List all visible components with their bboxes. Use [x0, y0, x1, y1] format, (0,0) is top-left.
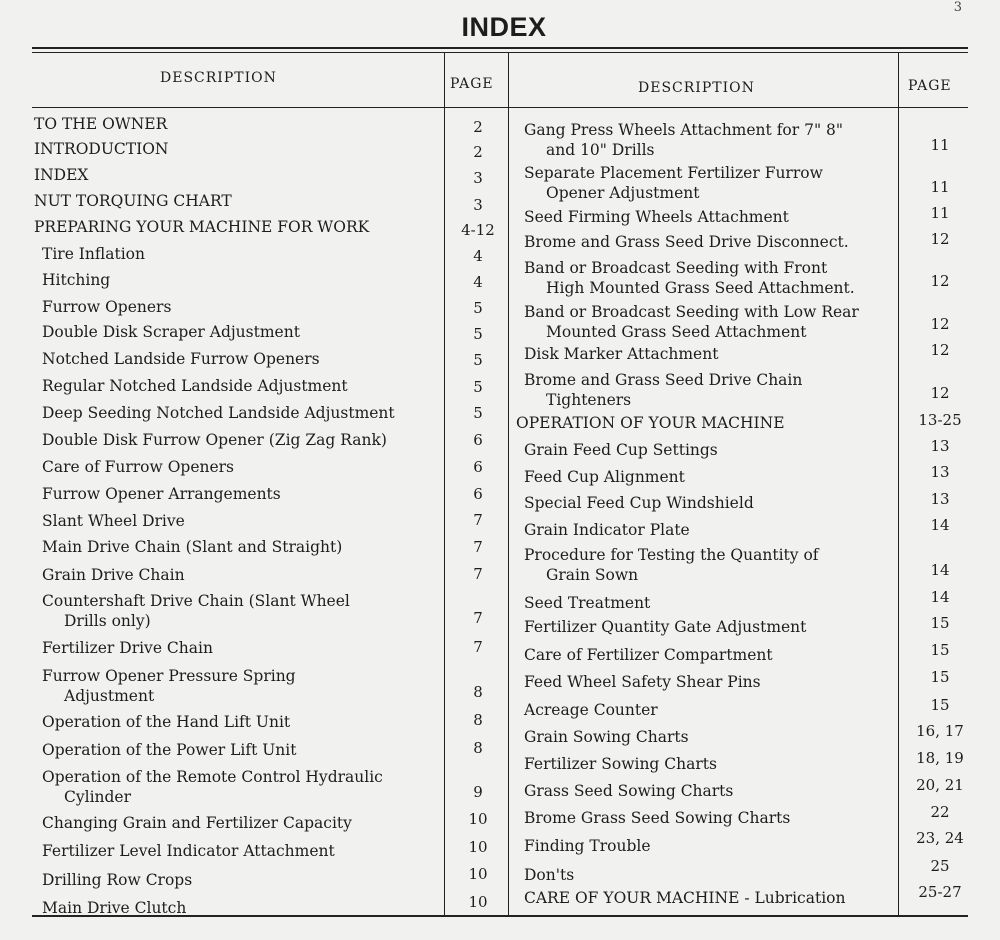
entry-title: NUT TORQUING CHART — [34, 192, 232, 210]
entry-title: Countershaft Drive Chain (Slant Wheel — [42, 592, 350, 610]
entry-title: Main Drive Chain (Slant and Straight) — [42, 538, 343, 556]
entry-title: Grain Drive Chain — [42, 566, 185, 584]
left-entry — [42, 666, 440, 706]
entry-title-continued: Mounted Grass Seed Attachment — [546, 323, 807, 341]
right-entry — [524, 120, 912, 160]
left-page-ref: 5 — [473, 299, 483, 317]
left-page-ref: 5 — [473, 378, 483, 396]
right-page-ref: 14 — [930, 588, 950, 606]
right-page-ref: 13-25 — [918, 411, 962, 429]
left-entry — [42, 591, 440, 631]
right-page-ref: 22 — [930, 803, 950, 821]
entry-title: Finding Trouble — [524, 837, 651, 855]
right-entry — [524, 727, 912, 747]
left-entry — [42, 403, 440, 423]
entry-title: Grain Feed Cup Settings — [524, 441, 718, 459]
entry-title: Drilling Row Crops — [42, 871, 193, 889]
entry-title: Seed Treatment — [524, 594, 651, 612]
right-page-ref: 15 — [930, 668, 950, 686]
left-entry — [42, 740, 440, 760]
right-entry — [524, 808, 912, 828]
right-entry — [516, 413, 912, 433]
right-entry — [524, 467, 912, 487]
top-rule-thin — [32, 52, 968, 53]
entry-title-continued: and 10" Drills — [546, 141, 655, 159]
left-entry — [42, 484, 440, 504]
top-rule — [32, 47, 968, 49]
left-entry — [42, 841, 440, 861]
entry-title-continued: Adjustment — [64, 687, 155, 705]
left-entry — [42, 322, 440, 342]
left-page-ref: 7 — [473, 638, 483, 656]
left-page-ref: 8 — [473, 739, 483, 757]
entry-title: Fertilizer Quantity Gate Adjustment — [524, 618, 807, 636]
entry-title: Feed Cup Alignment — [524, 468, 685, 486]
left-page-ref: 3 — [473, 169, 483, 187]
entry-title: Disk Marker Attachment — [524, 345, 719, 363]
entry-title: Furrow Openers — [42, 298, 172, 316]
right-entry — [524, 888, 912, 908]
entry-title: Deep Seeding Notched Landside Adjustment — [42, 404, 395, 422]
right-page-ref: 25 — [930, 857, 950, 875]
right-entry — [524, 302, 912, 342]
right-entry — [524, 593, 912, 613]
right-entry — [524, 836, 912, 856]
right-page-ref: 12 — [930, 230, 950, 248]
entry-title: Fertilizer Drive Chain — [42, 639, 213, 657]
entry-title-continued: Opener Adjustment — [546, 184, 700, 202]
entry-title: Grass Seed Sowing Charts — [524, 782, 734, 800]
entry-title: INTRODUCTION — [34, 140, 169, 158]
entry-title-continued: High Mounted Grass Seed Attachment. — [546, 279, 855, 297]
left-page-ref: 10 — [468, 810, 488, 828]
left-entry — [42, 270, 440, 290]
left-page-ref: 5 — [473, 351, 483, 369]
left-page-ref: 6 — [473, 485, 483, 503]
left-page-ref: 8 — [473, 683, 483, 701]
right-entry — [524, 700, 912, 720]
left-entry — [42, 349, 440, 369]
entry-title: OPERATION OF YOUR MACHINE — [516, 414, 785, 432]
entry-title: CARE OF YOUR MACHINE - Lubrication — [524, 889, 846, 907]
header-page-right: PAGE — [908, 78, 952, 94]
left-entry — [34, 217, 440, 237]
entry-title: Don'ts — [524, 866, 575, 884]
right-entry — [524, 493, 912, 513]
left-page-ref: 2 — [473, 143, 483, 161]
left-entry — [42, 511, 440, 531]
left-page-ref: 5 — [473, 404, 483, 422]
entry-title: Fertilizer Sowing Charts — [524, 755, 717, 773]
right-entry — [524, 163, 912, 203]
entry-title: Grain Indicator Plate — [524, 521, 690, 539]
left-entry — [42, 712, 440, 732]
right-entry — [524, 232, 912, 252]
left-page-ref: 4 — [473, 247, 483, 265]
entry-title: INDEX — [34, 166, 89, 184]
right-page-ref: 12 — [930, 384, 950, 402]
header-page-left: PAGE — [450, 76, 494, 92]
left-entry — [34, 165, 440, 185]
entry-title: Operation of the Remote Control Hydraulic — [42, 768, 383, 786]
left-page-ref: 4 — [473, 273, 483, 291]
entry-title: Care of Fertilizer Compartment — [524, 646, 773, 664]
right-page-ref: 15 — [930, 614, 950, 632]
entry-title: Brome and Grass Seed Drive Chain — [524, 371, 803, 389]
left-entry — [34, 191, 440, 211]
entry-title: Procedure for Testing the Quantity of — [524, 546, 819, 564]
column-divider-center — [508, 53, 509, 915]
right-entry — [524, 520, 912, 540]
entry-title: Double Disk Scraper Adjustment — [42, 323, 300, 341]
entry-title: Operation of the Hand Lift Unit — [42, 713, 291, 731]
right-entry — [524, 440, 912, 460]
left-page-ref: 7 — [473, 538, 483, 556]
right-page-ref: 18, 19 — [916, 749, 964, 767]
entry-title: Main Drive Clutch — [42, 899, 187, 917]
left-entry — [42, 457, 440, 477]
left-page-ref: 7 — [473, 511, 483, 529]
entry-title-continued: Tighteners — [546, 391, 632, 409]
entry-title: Separate Placement Fertilizer Furrow — [524, 164, 823, 182]
page-number: 3 — [953, 0, 962, 15]
left-page-ref: 8 — [473, 711, 483, 729]
entry-title: PREPARING YOUR MACHINE FOR WORK — [34, 218, 370, 236]
right-page-ref: 11 — [930, 178, 950, 196]
right-entry — [524, 370, 912, 410]
left-entry — [42, 898, 440, 918]
left-page-ref: 3 — [473, 196, 483, 214]
left-page-ref: 9 — [473, 783, 483, 801]
entry-title: Special Feed Cup Windshield — [524, 494, 754, 512]
entry-title: Double Disk Furrow Opener (Zig Zag Rank) — [42, 431, 387, 449]
entry-title: Furrow Opener Pressure Spring — [42, 667, 296, 685]
header-description-left: DESCRIPTION — [160, 70, 277, 86]
left-page-ref: 7 — [473, 565, 483, 583]
right-entry — [524, 207, 912, 227]
left-entry — [42, 870, 440, 890]
right-page-ref: 11 — [930, 204, 950, 222]
right-page-ref: 25-27 — [918, 883, 962, 901]
entry-title: Fertilizer Level Indicator Attachment — [42, 842, 335, 860]
left-page-ref: 6 — [473, 458, 483, 476]
left-page-ref: 10 — [468, 865, 488, 883]
right-page-ref: 15 — [930, 696, 950, 714]
entry-title: Operation of the Power Lift Unit — [42, 741, 297, 759]
page-title: INDEX — [461, 12, 547, 42]
right-page-ref: 12 — [930, 272, 950, 290]
right-entry — [524, 754, 912, 774]
entry-title: Slant Wheel Drive — [42, 512, 185, 530]
left-entry — [42, 430, 440, 450]
entry-title: Tire Inflation — [42, 245, 145, 263]
entry-title-continued: Drills only) — [64, 612, 151, 630]
left-entry — [42, 297, 440, 317]
right-entry — [524, 645, 912, 665]
right-page-ref: 13 — [930, 490, 950, 508]
left-page-ref: 7 — [473, 609, 483, 627]
left-page-ref: 2 — [473, 118, 483, 136]
left-entry — [34, 139, 440, 159]
right-page-ref: 11 — [930, 136, 950, 154]
left-page-ref: 5 — [473, 325, 483, 343]
entry-title: Band or Broadcast Seeding with Low Rear — [524, 303, 859, 321]
right-entry — [524, 617, 912, 637]
entry-title: Gang Press Wheels Attachment for 7" 8" — [524, 121, 844, 139]
right-page-ref: 14 — [930, 516, 950, 534]
right-entry — [524, 545, 912, 585]
entry-title: TO THE OWNER — [34, 115, 168, 133]
entry-title: Grain Sowing Charts — [524, 728, 689, 746]
entry-title: Brome Grass Seed Sowing Charts — [524, 809, 791, 827]
right-page-ref: 16, 17 — [916, 722, 964, 740]
entry-title: Band or Broadcast Seeding with Front — [524, 259, 828, 277]
left-entry — [42, 813, 440, 833]
header-description-right: DESCRIPTION — [638, 80, 755, 96]
entry-title-continued: Cylinder — [64, 788, 132, 806]
left-page-ref: 10 — [468, 893, 488, 911]
left-entry — [42, 244, 440, 264]
left-page-ref: 10 — [468, 838, 488, 856]
right-entry — [524, 781, 912, 801]
entry-title: Regular Notched Landside Adjustment — [42, 377, 348, 395]
entry-title: Hitching — [42, 271, 111, 289]
entry-title: Acreage Counter — [524, 701, 658, 719]
left-entry — [34, 114, 440, 134]
left-entry — [42, 376, 440, 396]
entry-title: Seed Firming Wheels Attachment — [524, 208, 789, 226]
left-page-ref: 4-12 — [461, 221, 495, 239]
column-divider-left-page — [444, 53, 445, 915]
right-page-ref: 13 — [930, 463, 950, 481]
right-entry — [524, 258, 912, 298]
left-entry — [42, 537, 440, 557]
left-page-ref: 6 — [473, 431, 483, 449]
entry-title: Changing Grain and Fertilizer Capacity — [42, 814, 352, 832]
right-entry — [524, 865, 912, 885]
entry-title: Care of Furrow Openers — [42, 458, 235, 476]
header-rule — [32, 107, 968, 108]
right-entry — [524, 672, 912, 692]
left-entry — [42, 565, 440, 585]
entry-title-continued: Grain Sown — [546, 566, 639, 584]
right-entry — [524, 344, 912, 364]
entry-title: Brome and Grass Seed Drive Disconnect. — [524, 233, 849, 251]
right-page-ref: 23, 24 — [916, 829, 964, 847]
right-page-ref: 12 — [930, 341, 950, 359]
entry-title: Notched Landside Furrow Openers — [42, 350, 320, 368]
right-page-ref: 20, 21 — [916, 776, 964, 794]
right-page-ref: 12 — [930, 315, 950, 333]
entry-title: Furrow Opener Arrangements — [42, 485, 281, 503]
entry-title: Feed Wheel Safety Shear Pins — [524, 673, 761, 691]
left-entry — [42, 638, 440, 658]
left-entry — [42, 767, 440, 807]
right-page-ref: 14 — [930, 561, 950, 579]
right-page-ref: 13 — [930, 437, 950, 455]
right-page-ref: 15 — [930, 641, 950, 659]
